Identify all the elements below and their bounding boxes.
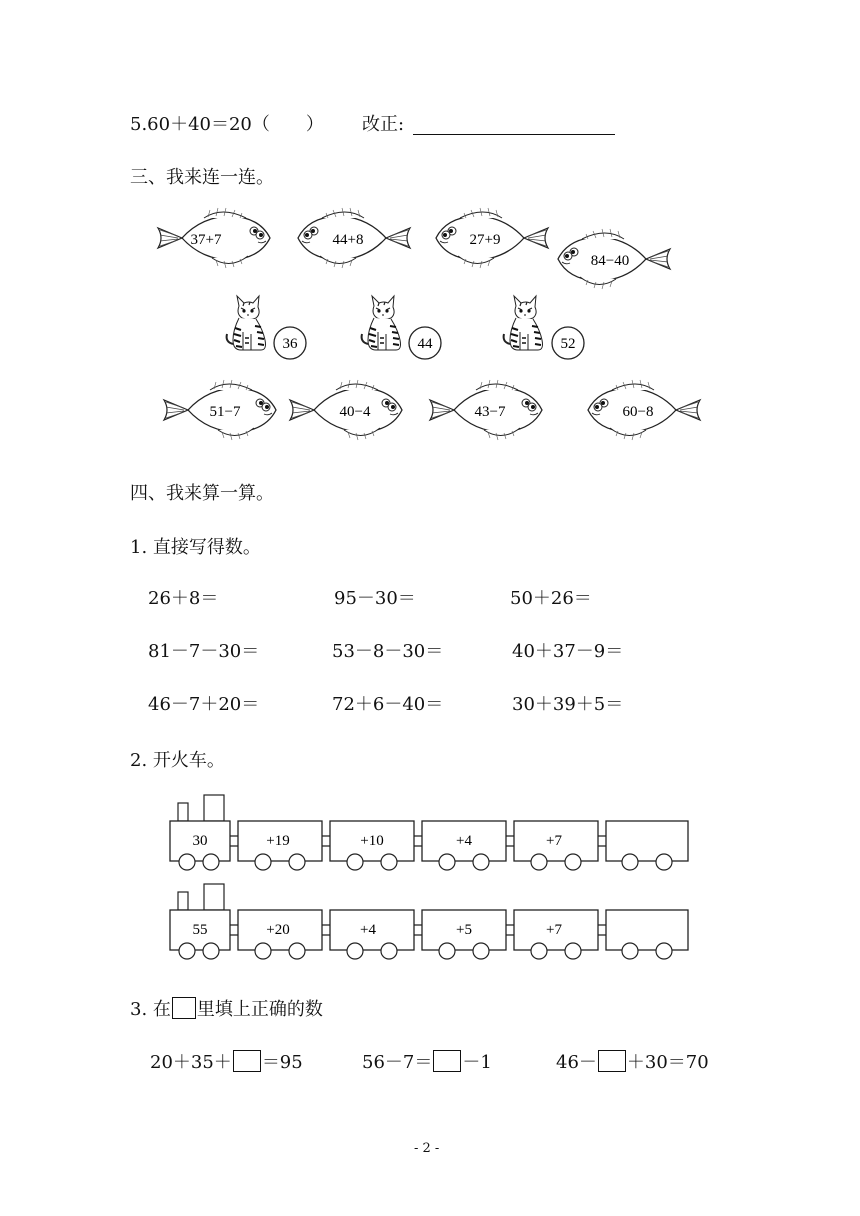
fish-top-1-label: 37+7 [190,232,222,248]
cat-2 [362,296,401,350]
sub3-title-post: 里填上正确的数 [196,999,323,1020]
train-1-car-1: +19 [266,833,290,849]
fish-bottom-2-label: 40−4 [339,404,371,420]
train-2-engine-value: 55 [192,922,208,938]
calc-1-1: 26＋8＝ [148,588,219,609]
train-1-car-3: +4 [456,833,472,849]
calc-3-2: 72＋6－40＝ [332,694,444,715]
cat-3-number: 52 [560,336,576,352]
cat-2-number: 44 [417,336,433,352]
page-number: - 2 - [414,1141,440,1156]
fill-eq-3-pre: 46－ [556,1052,597,1073]
q5-statement: 5.60＋40＝20（ ） [130,114,324,135]
cat-1 [227,296,266,350]
blank-box-icon [172,997,196,1019]
fill-eq-3-post: ＋30＝70 [626,1052,709,1073]
calc-3-1: 46－7＋20＝ [148,694,260,715]
calc-2-1: 81－7－30＝ [148,641,260,662]
section4-title: 四、我来算一算。 [130,483,274,504]
fish-bottom-3-label: 43−7 [474,404,506,420]
cat-3 [504,296,543,350]
train-2-car-3: +5 [456,922,472,938]
train-1-car-2: +10 [360,833,384,849]
train-2-car-4: +7 [546,922,562,938]
fill-eq-3 [556,1050,709,1074]
fish-bottom-4-label: 60−8 [622,404,654,420]
train-2 [170,884,688,959]
sub2-title: 2. 开火车。 [130,750,225,771]
fill-eq-2-post: －1 [462,1052,492,1073]
fill-eq-2-pre: 56－7＝ [362,1052,433,1073]
fill-eq-2 [362,1050,492,1074]
calc-1-2: 95－30＝ [334,588,416,609]
fill-eq-1 [150,1050,303,1074]
train-1 [170,795,688,870]
fill-eq-1-box[interactable] [233,1050,261,1072]
calc-1-3: 50＋26＝ [510,588,592,609]
sub1-title: 1. 直接写得数。 [130,537,261,558]
fish-top-2-label: 44+8 [332,232,364,248]
sub3-title [130,997,323,1021]
fill-eq-1-pre: 20＋35＋ [150,1052,232,1073]
calc-2-3: 40＋37－9＝ [512,641,624,662]
train-1-engine-value: 30 [192,833,208,849]
fish-top-3-label: 27+9 [469,232,501,248]
train-2-car-1: +20 [266,922,290,938]
fish-bottom-1-label: 51−7 [209,404,241,420]
train-2-car-2: +4 [360,922,376,938]
calc-3-3: 30＋39＋5＝ [512,694,624,715]
calc-2-2: 53－8－30＝ [332,641,444,662]
section3-title: 三、我来连一连。 [130,167,274,188]
cat-1-number: 36 [282,336,298,352]
train-1-car-4: +7 [546,833,562,849]
fill-eq-3-box[interactable] [598,1050,626,1072]
q5-correct-label: 改正: [362,114,405,135]
fish-top-4-label: 84−40 [590,253,630,269]
sub3-title-pre: 3. 在 [130,999,171,1020]
fill-eq-2-box[interactable] [433,1050,461,1072]
fill-eq-1-post: ＝95 [261,1052,303,1073]
